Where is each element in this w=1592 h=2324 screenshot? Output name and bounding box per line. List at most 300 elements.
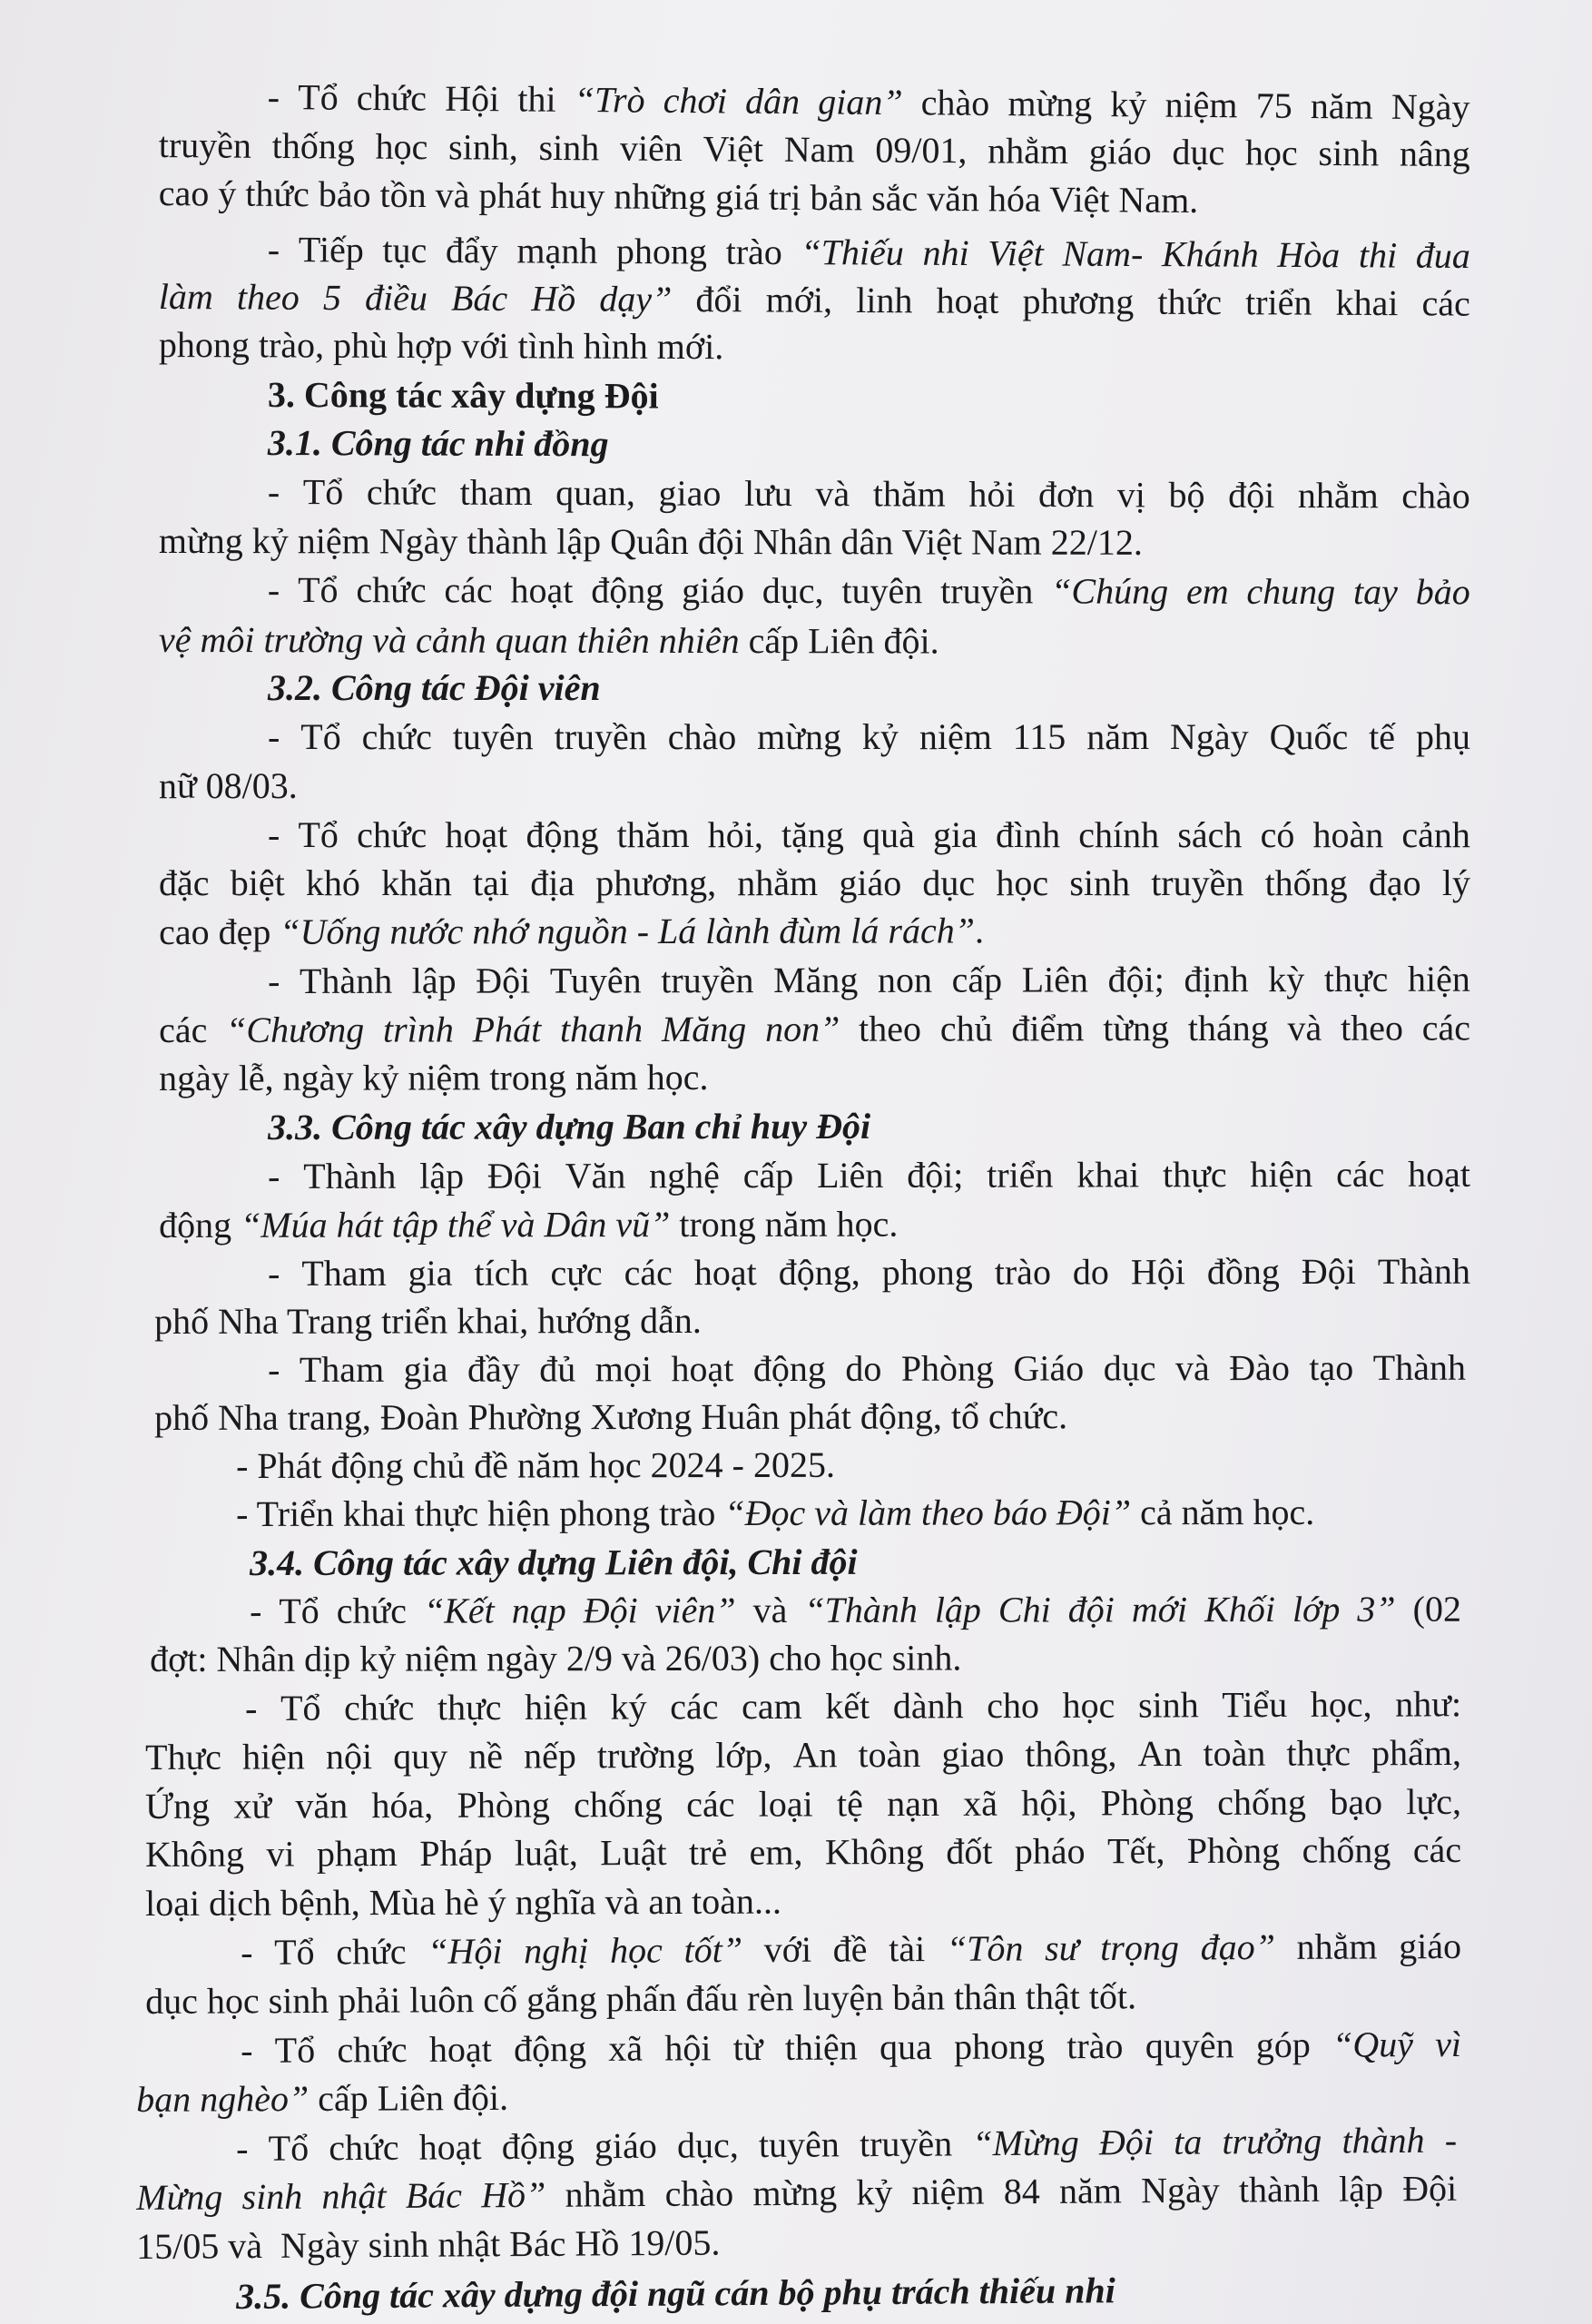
word: Bác [405, 2174, 463, 2216]
text-line-p1a [268, 74, 1470, 131]
word: Tổ [268, 2127, 310, 2169]
word: truyền [158, 123, 252, 166]
word: chủ [939, 1008, 993, 1049]
word: Ngày [1170, 716, 1249, 757]
word: xã [963, 1782, 998, 1824]
word: non” [765, 1008, 840, 1049]
word: - [268, 1252, 280, 1294]
text-line-p16b [136, 2075, 526, 2122]
line-part: cao ý thức bảo tồn và phát huy những giá trị bản sắc văn hóa Việt Nam. [158, 172, 1199, 221]
word: kết [825, 1685, 870, 1727]
word: lưu [743, 472, 792, 515]
text-line-p13b [150, 1635, 1057, 1682]
line-part: ngày lễ, ngày kỷ niệm trong năm học. [159, 1056, 709, 1098]
word: đội [1228, 474, 1275, 516]
word: dục [922, 862, 976, 903]
text-line-p10a [268, 1345, 1466, 1393]
word: hiện [1407, 958, 1470, 1000]
word: “Quỹ [1332, 2024, 1414, 2065]
word: sách [1177, 814, 1243, 855]
word: cực [550, 1252, 603, 1294]
word: sinh [1318, 132, 1380, 174]
word: Pháp [419, 1832, 493, 1874]
word: hỏi [968, 473, 1016, 515]
word: thức [1157, 281, 1223, 323]
word: làm [158, 275, 213, 318]
word: gian” [818, 81, 903, 123]
word: và [1287, 1007, 1322, 1049]
word: chức [329, 2126, 399, 2169]
word: khai [1335, 281, 1399, 324]
word: Tổ [274, 1931, 315, 1973]
word: có [1260, 814, 1295, 855]
word: các [1336, 1153, 1385, 1195]
line-part: 3.4. Công tác xây dựng Liên đội, Chi đội [250, 1541, 858, 1583]
word: hoạt [1408, 1153, 1471, 1195]
word: quà [862, 814, 915, 855]
word: - [1444, 2119, 1458, 2161]
text-line-p14c [145, 1779, 1461, 1829]
word: sinh [1137, 1684, 1199, 1726]
word: Không [145, 1833, 245, 1875]
word: thực [1323, 958, 1389, 1000]
text-line-p1c [158, 171, 1199, 222]
word: gia [932, 814, 978, 855]
word: từ [732, 2026, 763, 2069]
word: tuyên [452, 716, 534, 757]
word: Hòa [1277, 233, 1341, 276]
text-line-p3b [159, 518, 1257, 566]
word: học [1244, 132, 1298, 173]
word: các [1421, 1007, 1471, 1049]
word: thống [1264, 862, 1348, 903]
line-part: . [974, 910, 985, 951]
line-part: “Đọc và làm theo báo Đội” [724, 1492, 1132, 1534]
word: 3” [1357, 1588, 1396, 1630]
word: chức [366, 471, 437, 513]
text-line-p14d [145, 1827, 1461, 1877]
word: thanh [559, 1009, 644, 1050]
word: chức [337, 2029, 408, 2071]
word: sư [1044, 1927, 1079, 1969]
word: - [267, 569, 280, 611]
word: Đào [1229, 1347, 1290, 1389]
text-line-h34 [250, 1540, 921, 1586]
word: nhằm [565, 2173, 646, 2215]
word: hiện [1250, 1153, 1313, 1196]
word: Thành [1377, 1250, 1471, 1292]
word: em, [749, 1831, 803, 1873]
word: “Tôn [946, 1927, 1024, 1969]
text-line-h35 [236, 2267, 1234, 2319]
word: kỷ [856, 2171, 893, 2213]
word: Tuyên [549, 960, 642, 1001]
word: lý [1441, 862, 1470, 903]
word: học [609, 1929, 663, 1971]
text-line-p11 [236, 1443, 926, 1489]
word: hoạt [510, 569, 574, 611]
word: lớp, [715, 1734, 772, 1776]
word: học [996, 862, 1049, 903]
word: chào [667, 716, 737, 757]
word: các [1412, 1828, 1462, 1871]
word: truyền [859, 2122, 953, 2165]
word: Hồ” [481, 2173, 546, 2216]
word: thi [1358, 234, 1398, 276]
word: tệ [836, 1783, 863, 1825]
line-part: phố Nha trang, Đoàn Phường Xương Huân phát động, tổ chức. [154, 1395, 1068, 1438]
word: chức [336, 1931, 407, 1973]
word: chống [1217, 1781, 1307, 1823]
word: như: [1395, 1683, 1462, 1725]
word: giáo [1088, 131, 1152, 172]
line-part: bạn nghèo” [136, 2078, 310, 2120]
word: đình [996, 814, 1061, 855]
word: bạo [1330, 1781, 1383, 1823]
word: chào [1401, 475, 1470, 517]
word: chơi [663, 79, 728, 122]
text-line-p6a [268, 812, 1470, 858]
word: khai [1076, 1154, 1140, 1196]
word: mạnh [516, 230, 598, 271]
word: đội; [907, 1154, 964, 1196]
word: phong [953, 2025, 1046, 2067]
word: - [267, 75, 280, 118]
word: 75 [1255, 84, 1292, 126]
word: đẩy [445, 230, 498, 271]
word: các [159, 1009, 208, 1050]
word: theo [859, 1008, 922, 1049]
word: tế [1369, 716, 1396, 757]
word: trào [1066, 2024, 1124, 2067]
word: Nam [783, 128, 855, 171]
word: tốt” [683, 1929, 743, 1971]
word: - [268, 716, 280, 757]
word: nghệ [649, 1155, 720, 1196]
word: mừng [757, 716, 841, 757]
word: Hội [445, 77, 500, 120]
word: động [513, 2028, 587, 2070]
word: hội, [1021, 1782, 1077, 1824]
word: tuyên [758, 2123, 840, 2165]
text-line-p17a [236, 2118, 1457, 2171]
word: giao [658, 472, 722, 514]
word: đội [1067, 1589, 1115, 1630]
word: nhằm [737, 862, 819, 903]
word: chức [356, 76, 427, 119]
word: trào [994, 1251, 1051, 1293]
word: đội; [1107, 959, 1165, 1000]
word: trào [725, 231, 782, 272]
word: tạo [1309, 1346, 1354, 1388]
word: nội [325, 1736, 373, 1777]
word: niệm [1165, 84, 1238, 126]
word: truyền [661, 960, 754, 1001]
word: và [752, 1589, 788, 1631]
word: giao [941, 1733, 1005, 1775]
word: phụ [1415, 716, 1470, 757]
word: dục [1172, 131, 1225, 173]
word: chức [344, 1687, 415, 1728]
word: chào [920, 82, 990, 123]
word: viên” [654, 1590, 736, 1631]
word: trường [596, 1734, 695, 1777]
word: mừng [1007, 83, 1093, 124]
word: Tổ [274, 2029, 316, 2071]
word: Hội [1130, 1251, 1185, 1293]
word: lập [419, 1155, 465, 1196]
text-line-h32 [268, 665, 685, 711]
word: Ứng [145, 1785, 211, 1827]
word: lớp [1292, 1588, 1341, 1630]
word: dành [892, 1685, 964, 1727]
word: đạo [1368, 862, 1421, 903]
word: quyên [1145, 2024, 1234, 2066]
word: hiện [525, 1686, 588, 1728]
word: Thực [145, 1736, 222, 1777]
line-part: “Múa hát tập thể và Dân vũ” [241, 1204, 671, 1246]
word: thăm [872, 473, 946, 515]
word: xã [608, 2027, 644, 2069]
word: tục [382, 229, 427, 271]
word: Ngày [1391, 85, 1470, 128]
line-part: đợt: Nhân dịp kỷ niệm ngày 2/9 và 26/03) cho học sinh. [150, 1637, 962, 1679]
word: giáo [1399, 1925, 1462, 1967]
text-line-p3a [268, 469, 1470, 519]
word: thực [437, 1687, 502, 1728]
word: vị [1116, 474, 1146, 516]
word: Măng [661, 1008, 747, 1050]
word: toàn [1203, 1732, 1266, 1774]
word: trẻ [688, 1831, 728, 1873]
word: hoạt [418, 2126, 482, 2168]
word: chống [1302, 1829, 1391, 1871]
word: hoạt [428, 2028, 492, 2070]
word: giáo [682, 569, 745, 611]
word: ta [1173, 2121, 1203, 2162]
word: Khánh [1161, 233, 1259, 275]
text-line-p7b [159, 1005, 1470, 1053]
word: Thành [1372, 1346, 1466, 1388]
word: Đội [583, 1590, 638, 1631]
word: cam [742, 1685, 802, 1728]
word: Tham [301, 1252, 387, 1294]
word: hóa, [371, 1784, 434, 1827]
word: tuyên [841, 570, 923, 612]
word: phẩm, [1371, 1731, 1461, 1774]
word: - [245, 1687, 258, 1728]
word: sinh, [447, 126, 518, 168]
line-part: 3. Công tác xây dựng Đội [267, 374, 659, 417]
word: “Thành [804, 1589, 918, 1630]
word: triển [1245, 281, 1312, 323]
word: Tổ [300, 716, 341, 757]
word: nhật [321, 2175, 387, 2217]
word: định [1184, 959, 1249, 1000]
word: tặng [781, 814, 844, 855]
word: học [1062, 1684, 1115, 1726]
word: tại [473, 862, 509, 903]
word: Đội [486, 1155, 542, 1196]
text-line-h31 [268, 420, 776, 468]
word: Không [824, 1831, 924, 1873]
line-part: nữ 08/03. [159, 765, 298, 806]
text-line-p14a [245, 1681, 1461, 1731]
word: kỳ [1268, 959, 1305, 1000]
word: Tết, [1107, 1830, 1165, 1872]
word: đạo” [1200, 1926, 1275, 1968]
text-line-p2b [159, 274, 1470, 327]
text-line-p4a [268, 567, 1470, 615]
word: đầy [467, 1348, 520, 1390]
text-line-p1b [159, 123, 1470, 177]
word: phong [881, 1251, 973, 1293]
word: phạm [316, 1833, 398, 1875]
word: - [241, 1931, 253, 1973]
text-line-p15a [241, 1924, 1461, 1975]
word: chống [574, 1784, 663, 1826]
word: nạn [887, 1782, 940, 1825]
word: Tổ [298, 569, 339, 611]
word: hoạt [445, 814, 508, 855]
text-line-p2a [268, 227, 1470, 279]
word: Việt [988, 232, 1044, 274]
text-line-p9b [154, 1298, 744, 1344]
word: luật, [514, 1832, 578, 1874]
word: các [670, 1686, 719, 1728]
word: - [268, 814, 280, 855]
word: hỏi, [707, 814, 763, 855]
word: đủ [539, 1348, 576, 1390]
text-line-p6b [159, 861, 1470, 906]
word: hội [664, 2027, 712, 2069]
word: thăm [616, 814, 690, 855]
word: “Kết [423, 1590, 495, 1631]
text-line-p5b [159, 763, 340, 809]
line-part: cao đẹp [159, 911, 280, 952]
word: dục [1103, 1347, 1156, 1389]
word: động [752, 1347, 826, 1390]
word: cấp [951, 959, 1003, 1000]
word: chức [361, 716, 432, 757]
line-part: 3.1. Công tác nhi đồng [267, 422, 609, 465]
line-part: - Triển khai thực hiện phong trào [236, 1492, 725, 1534]
word: Phòng [900, 1347, 995, 1389]
word: thực [1162, 1154, 1227, 1196]
word: niệm [919, 716, 992, 757]
word: - [250, 1590, 262, 1631]
text-line-p14e [145, 1878, 853, 1926]
text-line-p7c [159, 1055, 776, 1101]
word: hoạt [936, 280, 999, 321]
word: Liên [817, 1154, 884, 1196]
word: Đội [1098, 2121, 1155, 2163]
text-line-p8a [268, 1152, 1470, 1199]
word: và [1174, 1347, 1210, 1389]
word: nhằm [988, 130, 1069, 172]
word: Phòng [457, 1784, 550, 1826]
word: tháng [1187, 1007, 1269, 1049]
word: sinh [1069, 862, 1130, 903]
word: đổi [695, 279, 742, 320]
word: 5 [322, 276, 342, 319]
word: nâng [1399, 133, 1470, 175]
line-part: phong trào, phù hợp với tình hình mới. [158, 324, 724, 368]
word: do [1072, 1251, 1109, 1293]
word: Phát [472, 1009, 542, 1050]
line-part: 15/05 và Ngày sinh nhật Bác Hồ 19/05. [136, 2221, 721, 2267]
word: Việt [703, 128, 764, 170]
word: nhằm [1297, 474, 1379, 517]
word: qua [879, 2026, 932, 2068]
word: động [526, 814, 599, 855]
word: - [268, 960, 280, 1001]
word: dục, [762, 569, 824, 612]
word: truyền [1151, 862, 1244, 903]
word: gia [403, 1348, 448, 1390]
word: thi [517, 78, 556, 120]
word: động [591, 569, 664, 611]
line-part: cấp Liên đội. [309, 2076, 509, 2120]
line-part: dục học sinh phải luôn cố gắng phấn đấu rèn luyện bản thân thật tốt. [145, 1975, 1137, 2022]
text-line-h33 [268, 1104, 939, 1150]
word: Liên [1021, 959, 1089, 1000]
word: kỷ [1110, 84, 1147, 125]
word: tay [1353, 571, 1398, 613]
word: thống [271, 124, 356, 167]
line-part: - Phát động chủ đề năm học 2024 - 2025. [236, 1443, 835, 1486]
word: lập [411, 960, 457, 1001]
word: Tổ [298, 814, 339, 855]
word: đặc [159, 862, 210, 903]
word: cảnh [1401, 814, 1470, 855]
word: cho [987, 1684, 1040, 1727]
word: dạy” [599, 278, 673, 320]
word: Tổ [280, 1687, 321, 1728]
word: đề [832, 1928, 868, 1970]
word: nề [468, 1735, 504, 1777]
word: - [236, 2127, 249, 2169]
word: Tổ [298, 76, 339, 118]
word: non [877, 959, 933, 1000]
word: năm [1310, 85, 1373, 127]
word: phong [615, 231, 708, 272]
word: động [501, 2125, 575, 2167]
word: chức [357, 814, 427, 855]
word: trình [382, 1009, 454, 1050]
word: khó [305, 862, 360, 903]
word: “Hội [427, 1930, 503, 1972]
word: Hồ [531, 278, 576, 320]
word: An [792, 1734, 838, 1776]
word: lập [934, 1589, 981, 1630]
word: 09/01, [875, 129, 968, 172]
word: nạp [511, 1590, 566, 1631]
word: Tổ [279, 1590, 319, 1631]
word: linh [856, 280, 913, 321]
word: thành [1238, 2168, 1320, 2211]
word: giáo [594, 2124, 657, 2167]
text-line-p7a [268, 957, 1470, 1004]
word: trưởng [1222, 2120, 1322, 2162]
word: điểm [1011, 1008, 1085, 1049]
word: hoàn [1312, 814, 1384, 855]
word: và [815, 473, 850, 515]
word: các [1421, 282, 1470, 324]
word: mới, [765, 279, 833, 320]
word: đua [1415, 234, 1470, 276]
text-line-p14b [145, 1730, 1461, 1780]
